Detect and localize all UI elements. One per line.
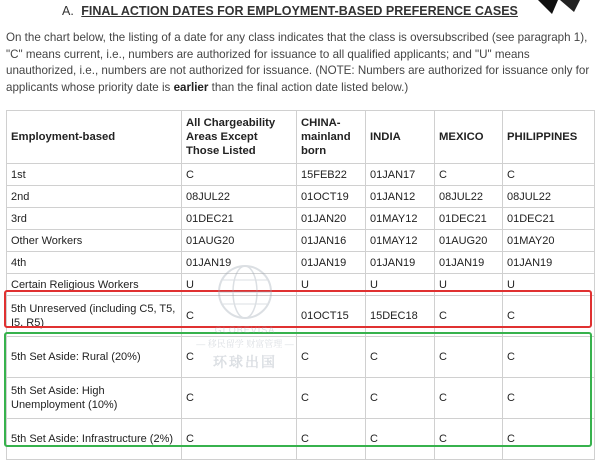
- table-cell: 5th Set Aside: Infrastructure (2%): [7, 419, 182, 460]
- eb5-set-aside-highlight-box: [4, 332, 592, 447]
- table-row: [7, 230, 595, 252]
- table-cell: C: [182, 378, 297, 419]
- table-cell: 4th: [7, 252, 182, 274]
- table-cell: 01MAY12: [366, 230, 435, 252]
- table-cell: 5th Set Aside: High Unemployment (10%): [7, 378, 182, 419]
- intro-paragraph: [6, 30, 594, 96]
- table-cell: C: [297, 337, 366, 378]
- table-cell: C: [182, 296, 297, 337]
- table-cell: C: [297, 378, 366, 419]
- table-cell: C: [503, 296, 595, 337]
- table-cell: U: [435, 274, 503, 296]
- table-cell: 01JAN20: [297, 208, 366, 230]
- table-cell: 1st: [7, 164, 182, 186]
- table-cell: 08JUL22: [182, 186, 297, 208]
- table-cell: C: [503, 419, 595, 460]
- watermark-tagline: — 移民留学 财富管理 —: [196, 339, 294, 349]
- column-header: Employment-based: [7, 111, 182, 164]
- table-cell: C: [182, 419, 297, 460]
- intro-text-2: than the final action date listed below.): [208, 80, 409, 94]
- watermark-brand: GLOBEVISA: [214, 325, 276, 335]
- table-cell: C: [182, 337, 297, 378]
- column-header: PHILIPPINES: [503, 111, 595, 164]
- table-cell: 08JUL22: [503, 186, 595, 208]
- table-cell: C: [435, 419, 503, 460]
- table-row: [7, 252, 595, 274]
- table-cell: U: [297, 274, 366, 296]
- section-heading: [62, 4, 518, 18]
- table-cell: U: [503, 274, 595, 296]
- table-header-row: [7, 111, 595, 164]
- table-cell: 01DEC21: [503, 208, 595, 230]
- table-cell: 01DEC21: [182, 208, 297, 230]
- table-cell: 01AUG20: [182, 230, 297, 252]
- column-header: MEXICO: [435, 111, 503, 164]
- table-cell: C: [503, 378, 595, 419]
- table-cell: 01JAN19: [503, 252, 595, 274]
- table-cell: 01JAN17: [366, 164, 435, 186]
- table-cell: 5th Set Aside: Rural (20%): [7, 337, 182, 378]
- table-cell: C: [435, 164, 503, 186]
- table-cell: 01MAY12: [366, 208, 435, 230]
- table-cell: Certain Religious Workers: [7, 274, 182, 296]
- table-cell: C: [366, 337, 435, 378]
- column-header: INDIA: [366, 111, 435, 164]
- corner-logo-fragment-icon: [530, 0, 600, 18]
- table-cell: 3rd: [7, 208, 182, 230]
- table-cell: 5th Unreserved (including C5, T5, I5, R5): [7, 296, 182, 337]
- table-cell: 01MAY20: [503, 230, 595, 252]
- table-cell: U: [366, 274, 435, 296]
- intro-text-1: On the chart below, the listing of a date for any class indicates that the class is oversubscribed (see paragraph 1), "C" means current, i.e., numbers are authorized for issuance to all qualified applicants; and "U" means unauthorized, i.e., numbers are not authorized for issuance. (NOTE: Numbers are authorized for issuance only for applicants whose priority date is: [6, 31, 590, 94]
- column-header: All Chargeability Areas Except Those Listed: [182, 111, 297, 164]
- table-cell: 01AUG20: [435, 230, 503, 252]
- table-cell: C: [366, 419, 435, 460]
- table-row: [7, 186, 595, 208]
- table-cell: C: [435, 378, 503, 419]
- section-prefix: A.: [62, 4, 74, 18]
- table-cell: 01JAN19: [297, 252, 366, 274]
- table-cell: 01JAN12: [366, 186, 435, 208]
- table-row: [7, 164, 595, 186]
- eb5-unreserved-highlight-box: [4, 290, 592, 328]
- table-cell: 01JAN19: [182, 252, 297, 274]
- table-cell: 01JAN16: [297, 230, 366, 252]
- table-cell: 01OCT19: [297, 186, 366, 208]
- watermark-brand-cn: 环球出国: [213, 354, 277, 370]
- table-cell: 01OCT15: [297, 296, 366, 337]
- table-cell: C: [503, 337, 595, 378]
- table-cell: C: [182, 164, 297, 186]
- table-cell: C: [297, 419, 366, 460]
- table-cell: C: [503, 164, 595, 186]
- intro-text-bold: earlier: [173, 80, 209, 94]
- table-cell: C: [435, 296, 503, 337]
- section-title: FINAL ACTION DATES FOR EMPLOYMENT-BASED PREFERENCE CASES: [81, 4, 518, 18]
- column-header: CHINA-mainland born: [297, 111, 366, 164]
- table-cell: 2nd: [7, 186, 182, 208]
- table-cell: U: [182, 274, 297, 296]
- table-cell: 15FEB22: [297, 164, 366, 186]
- table-cell: 08JUL22: [435, 186, 503, 208]
- table-cell: Other Workers: [7, 230, 182, 252]
- table-cell: C: [435, 337, 503, 378]
- table-cell: 01JAN19: [366, 252, 435, 274]
- table-cell: C: [366, 378, 435, 419]
- table-cell: 01DEC21: [435, 208, 503, 230]
- table-cell: 01JAN19: [435, 252, 503, 274]
- table-row: [7, 208, 595, 230]
- table-cell: 15DEC18: [366, 296, 435, 337]
